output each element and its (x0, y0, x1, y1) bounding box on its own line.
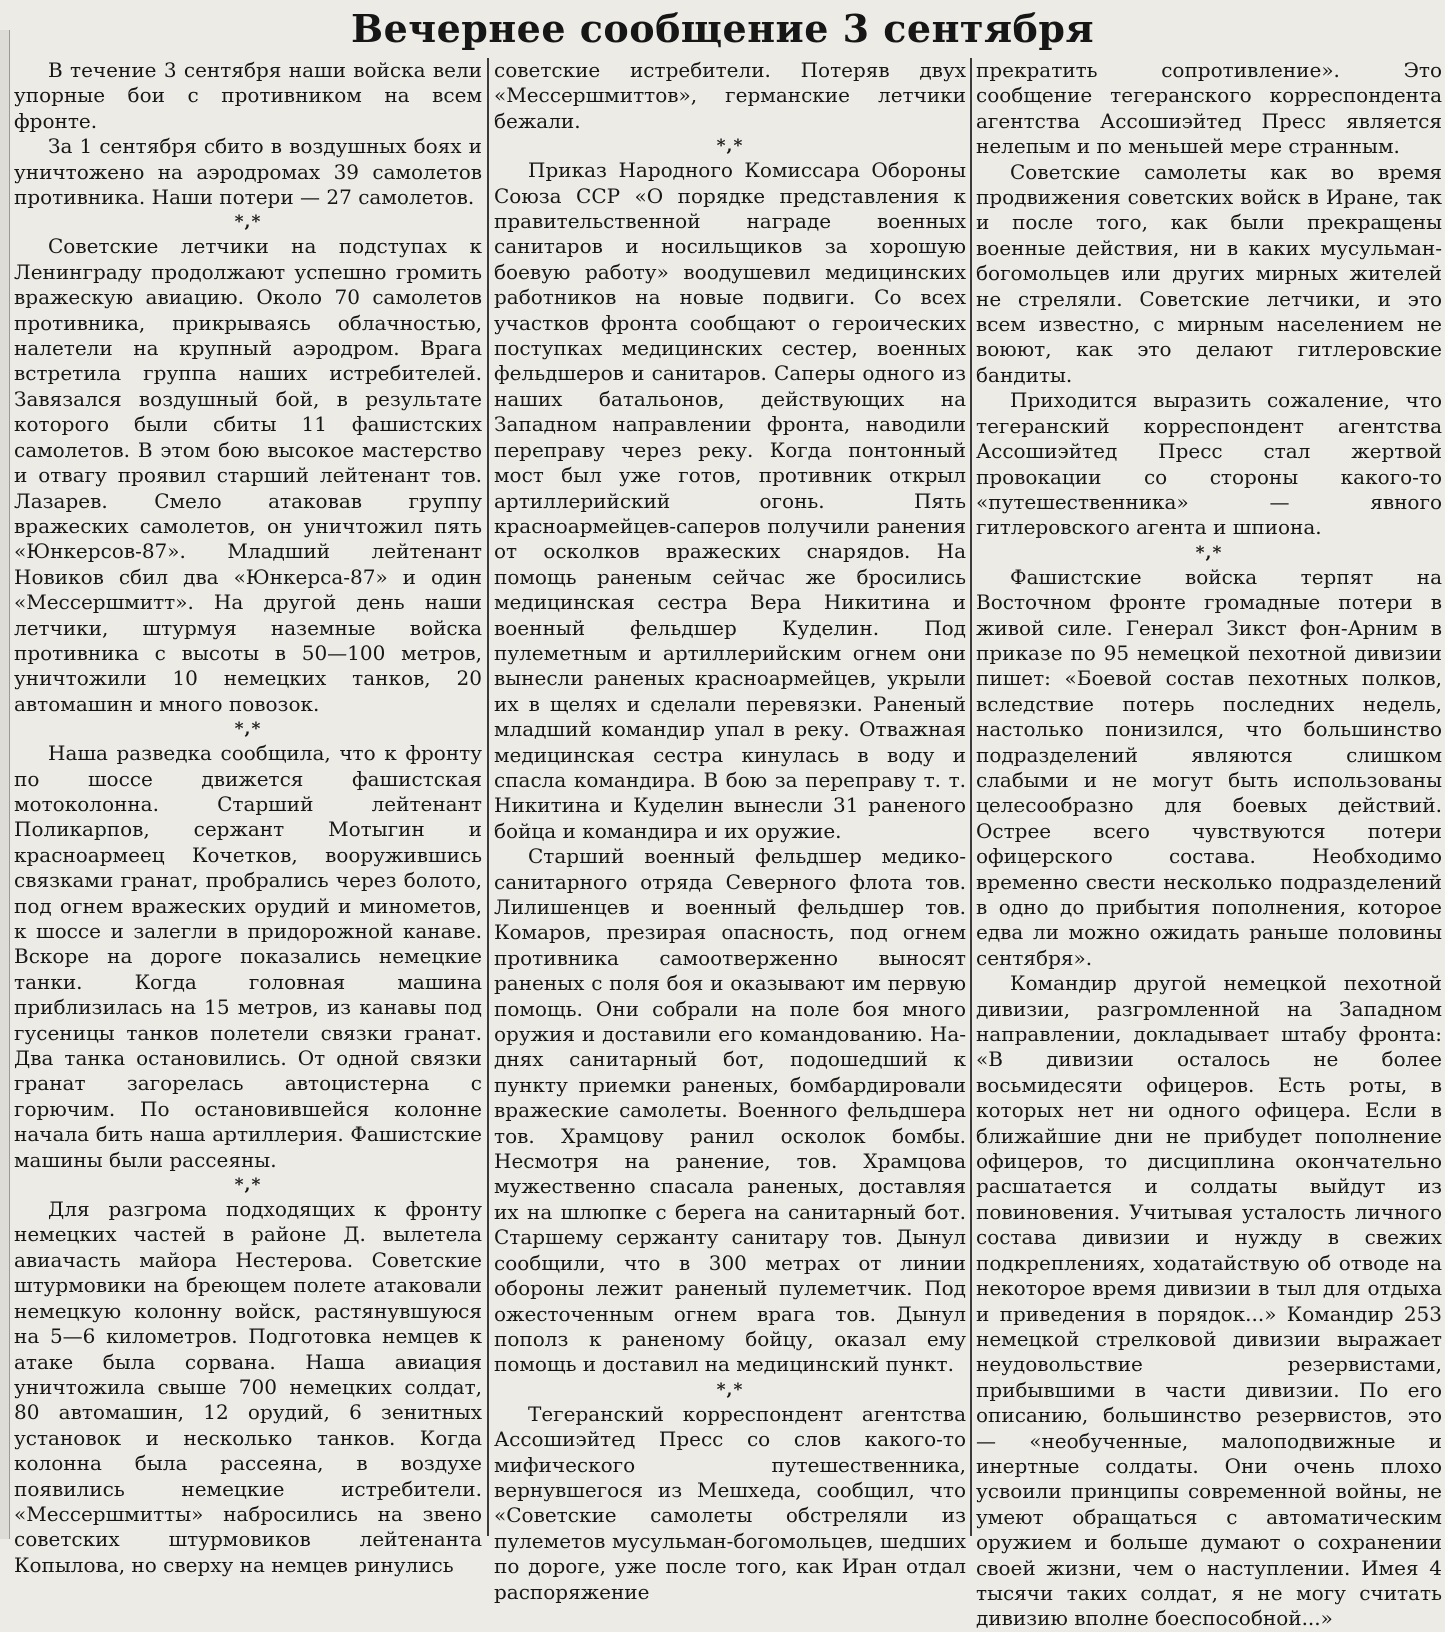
section-separator: *,* (234, 719, 262, 740)
column-rule-2 (970, 58, 972, 1536)
paragraph-continued: советские истребители. Потеряв двух «Мессершмиттов», германские летчики бежали. (494, 58, 966, 133)
section-separator: *,* (716, 1379, 744, 1400)
paragraph: Наша разведка сообщила, что к фронту по шоссе движется фашистская мотоколонна. Старший лейтенант Поликарпов, сержант Мотыгин и красноармеец Кочетков, вооружившись связками гранат, пробрались через болото, под огнем вражеских орудий и минометов, к шоссе и залегли в придорожной канаве. Вскоре на дороге показались немецкие танки. Когда головная машина приблизилась на 15 метров, из канавы под гусеницы танков полетели связки гранат. Два танка остановились. От одной связки гранат загорелась автоцистерна с горючим. По остановившейся колонне начала бить наша артиллерия. Фашистские машины были рассеяны. (14, 741, 482, 1172)
paragraph-continued: прекратить сопротивление». Это сообщение тегеранского корреспондента агентства Ассошиэйтед Пресс является нелепым и по меньшей мере странным. (976, 58, 1442, 159)
section-separator: *,* (234, 212, 262, 233)
paragraph: Приказ Народного Комиссара Обороны Союза ССР «О порядке представления к правительственной награде военных санитаров и носильщиков за хорошую боевую работу» воодушевил медицинских работников на новые подвиги. Со всех участков фронта сообщают о героических поступках медицинских сестер, военных фельдшеров и санитаров. Саперы одного из наших батальонов, действующих на Западном направлении фронта, наводили переправу через реку. Когда понтонный мост был уже готов, противник открыл артиллерийский огонь. Пять красноармейцев-саперов получили ранения от осколков вражеских снарядов. На помощь раненым сейчас же бросились медицинская сестра Вера Никитина и военный фельдшер Куделин. Под пулеметным и артиллерийским огнем они вынесли раненых красноармейцев, укрыли их в щелях и сделали перевязки. Раненый младший командир упал в реку. Отважная медицинская сестра кинулась в воду и спасла командира. В бою за переправу т. т. Никитина и Куделин вынесли 31 раненого бойца и командира и их оружие. (494, 158, 966, 843)
paragraph: Старший военный фельдшер медико-санитарного отряда Северного флота тов. Лилишенцев и военный фельдшер тов. Комаров, презирая опасность, под огнем противника самоотверженно выносят раненых с поля боя и оказывают им первую помощь. Они собрали на поле боя много оружия и доставили его командованию. На-днях санитарный бот, подошедший к пункту приемки раненых, бомбардировали вражеские самолеты. Военного фельдшера тов. Храмцову ранил осколок бомбы. Несмотря на ранение, тов. Храмцова мужественно спасала раненых, доставляя их на шлюпке с берега на санитарный бот. Старшему сержанту санитару тов. Дынул сообщили, что в 300 метрах от линии обороны лежит раненый пулеметчик. Под ожесточенным огнем врага тов. Дынул пополз к раненому бойцу, оказал ему помощь и доставил на медицинский пункт. (494, 844, 966, 1377)
paragraph: Советские самолеты как во время продвижения советских войск в Иране, так и после того, как были прекращены военные действия, ни в каких мусульман-богомольцев или других мирных жителей не стреляли. Советские летчики, и это всем известно, с мирным населением не воюют, как это делают гитлеровские бандиты. (976, 159, 1442, 387)
left-page-edge (0, 30, 10, 1539)
column-3 (976, 58, 1442, 1631)
section-separator: *,* (716, 136, 744, 157)
paragraph: Приходится выразить сожаление, что тегеранский корреспондент агентства Ассошиэйтед Пресс стал жертвой провокации со стороны какого-то «путешественника» — явного гитлеровского агента и шпиона. (976, 388, 1442, 540)
column-1 (14, 58, 482, 1577)
paragraph: Советские летчики на подступах к Ленинграду продолжают успешно громить вражескую авиацию. Около 70 самолетов противника, прикрываясь облачностью, налетели на крупный аэродром. Врага встретила группа наших истребителей. Завязался воздушный бой, в результате которого были сбиты 11 фашистских самолетов. В этом бою высокое мастерство и отвагу проявил старший лейтенант тов. Лазарев. Смело атаковав группу вражеских самолетов, он уничтожил пять «Юнкерсов-87». Младший лейтенант Новиков сбил два «Юнкерса-87» и один «Мессершмитт». На другой день наши летчики, штурмуя наземные войска противника с высоты в 50—100 метров, уничтожили 10 немецких танков, 20 автомашин и много повозок. (14, 234, 482, 716)
section-separator: *,* (1195, 542, 1223, 563)
article-title: Вечернее сообщение 3 сентября (350, 6, 1095, 51)
column-2 (494, 58, 966, 1604)
paragraph: Тегеранский корреспондент агентства Ассошиэйтед Пресс со слов какого-то мифического путешественника, вернувшегося из Мешхеда, сообщил, что «Советские самолеты обстреляли из пулеметов мусульман-богомольцев, шедших по дороге, уже после того, как Иран отдал распоряжение (494, 1401, 966, 1604)
paragraph: За 1 сентября сбито в воздушных боях и уничтожено на аэродромах 39 самолетов противника. Наши потери — 27 самолетов. (14, 134, 482, 210)
paragraph: Командир другой немецкой пехотной дивизии, разгромленной на Западном направлении, докладывает штабу фронта: «В дивизии осталось не более восьмидесяти офицеров. Есть роты, в которых нет ни одного офицера. Если в ближайшие дни не прибудет пополнение офицеров, то дисциплина окончательно расшатается и солдаты выйдут из повиновения. Учитывая усталость личного состава дивизии и нужду в свежих подкреплениях, ходатайствую об отводе на некоторое время дивизии в тыл для отдыха и приведения в порядок...» Командир 253 немецкой стрелковой дивизии выражает неудовольствие резервистами, прибывшими в части дивизии. По его описанию, большинство резервистов, это — «необученные, малоподвижные и инертные солдаты. Они очень плохо усвоили принципы современной войны, не умеют обращаться с автоматическим оружием и больше думают о сохранении своей жизни, чем о наступлении. Имея 4 тысячи таких солдат, я не могу считать дивизию вполне боеспособной...» (976, 971, 1442, 1631)
column-rule-1 (487, 58, 489, 1536)
paragraph: Для разгрома подходящих к фронту немецких частей в районе Д. вылетела авиачасть майора Нестерова. Советские штурмовики на бреющем полете атаковали немецкую колонну войск, растянувшуюся на 5—6 километров. Подготовка немцев к атаке была сорвана. Наша авиация уничтожила свыше 700 немецких солдат, 80 автомашин, 12 орудий, 6 зенитных установок и несколько танков. Когда колонна была рассеяна, в воздухе появились немецкие истребители. «Мессершмитты» набросились на звено советских штурмовиков лейтенанта Копылова, но сверху на немцев ринулись (14, 1197, 482, 1577)
section-separator: *,* (234, 1175, 262, 1196)
paragraph: Фашистские войска терпят на Восточном фронте громадные потери в живой силе. Генерал Зикст фон-Арним в приказе по 95 немецкой пехотной дивизии пишет: «Боевой состав пехотных полков, вследствие потерь последних недель, настолько понизился, что большинство подразделений являются слишком слабыми и не могут быть использованы целесообразно для боевых действий. Острее всего чувствуются потери офицерского состава. Необходимо временно свести несколько подразделений в одно до прибытия пополнения, которое едва ли можно ожидать раньше половины сентября». (976, 564, 1442, 970)
paragraph: В течение 3 сентября наши войска вели упорные бои с противником на всем фронте. (14, 58, 482, 133)
